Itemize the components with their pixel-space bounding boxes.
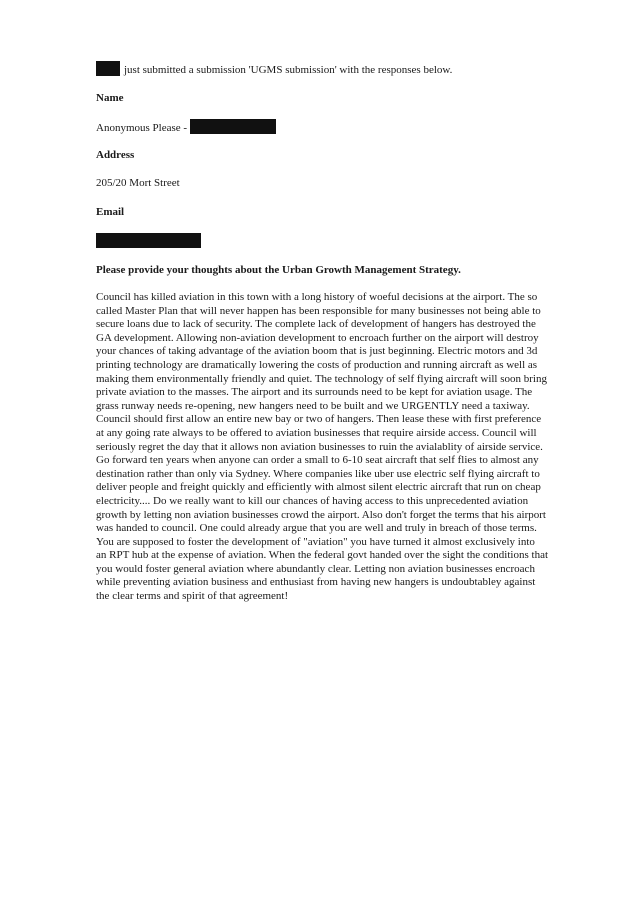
redacted-email — [96, 233, 201, 248]
redacted-name — [190, 119, 276, 134]
address-label: Address — [96, 149, 135, 161]
name-label: Name — [96, 92, 124, 104]
question-heading: Please provide your thoughts about the Urban Growth Management Strategy. — [96, 264, 461, 276]
answer-paragraph: Council has killed aviation in this town with a long history of woeful decisions at the airport. The so called Master Plan that will never happen has been responsible for many businesses not being able to secure loans due to lack of security. The complete lack of development of hangers has destroyed the GA development. Allowing non-aviation development to encroach further on the airport will destroy your chances of taking advantage of the aviation boom that is just beginning. Electric motors and 3d printing technology are dramatically lowering the costs of production and running aircraft as well as making them environmentally friendly and quiet. The technology of self flying aircraft will soon bring private aviation to the masses. The airport and its surrounds need to be kept for aviation usage. The grass runway needs re-opening, new hangers need to be built and we URGENTLY need a taxiway. Council should first allow an entire new bay or two of hangers. Then lease these with first preference at any going rate always to be offered to aviation businesses that require airside access. Council will seriously regret the day that it allows non aviation businesses to ruin the avialablity of airside service. Go forward ten years when anyone can order a small to 6-10 seat aircraft that self flies to almost any destination rather than only via Sydney. Where companies like uber use electric self flying aircraft to deliver people and freight quickly and efficiently with almost silent electric aircraft that run on cheap electricity.... Do we really want to kill our chances of having access to this unprecedented aviation growth by letting non aviation businesses crowd the airport. Also don't forget the terms that his airport was handed to council. One could already argue that you are well and truly in breach of those terms. You are supposed to foster the development of "aviation" you have turned it almost exclusively into an RPT hub at the expense of aviation. When the federal govt handed over the sight the conditions that you would foster general aviation where abundantly clear. Letting non aviation businesses encroach while preventing aviation business and enthusiast from having new hangers is undoubtabley against the clear terms and spirit of that agreement! — [96, 291, 549, 603]
name-text: Anonymous Please - — [96, 122, 188, 134]
address-value: 205/20 Mort Street — [96, 177, 180, 189]
email-label: Email — [96, 206, 125, 218]
intro-text: just submitted a submission 'UGMS submission' with the responses below. — [124, 64, 453, 76]
intro-line — [96, 61, 452, 77]
name-value — [96, 119, 276, 135]
redacted-submitter — [96, 61, 120, 76]
